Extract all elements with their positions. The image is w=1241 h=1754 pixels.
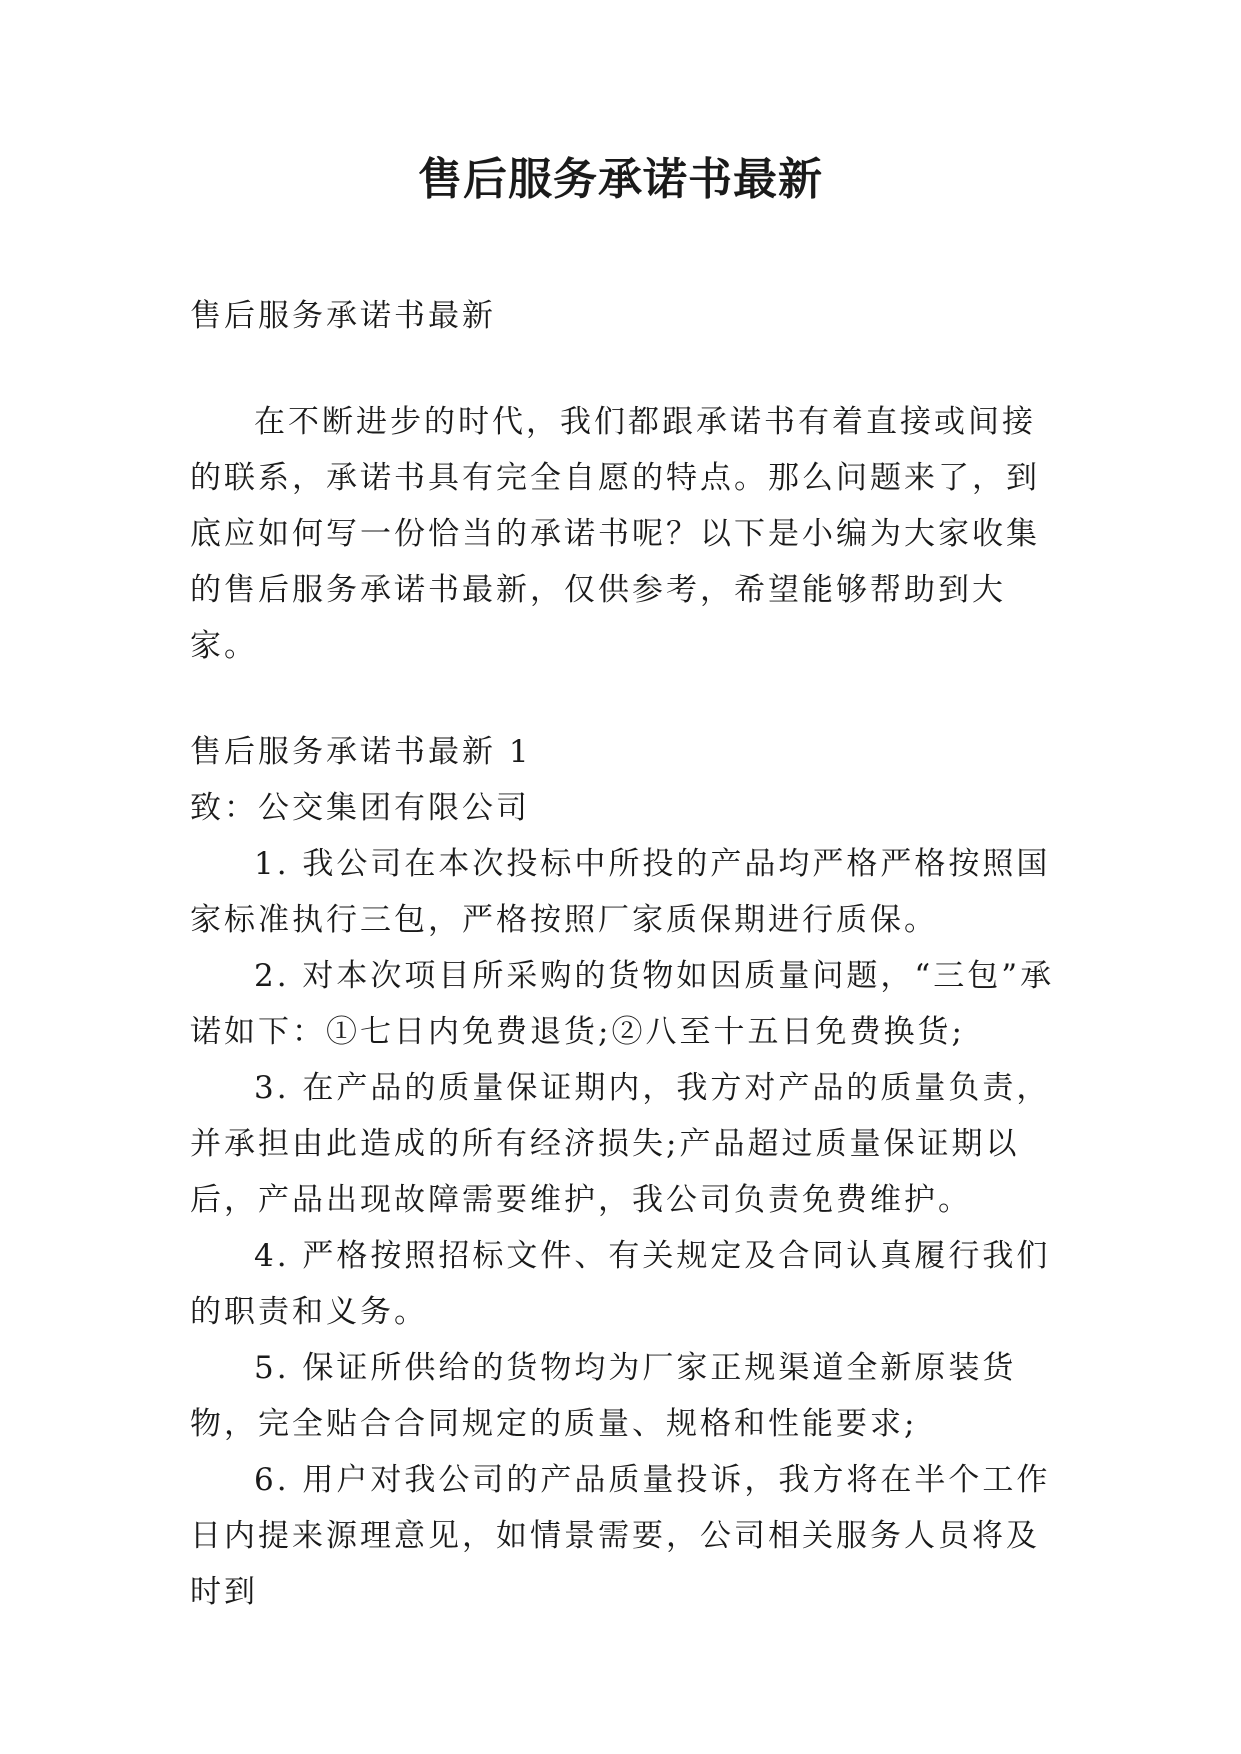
clause-3: 3. 在产品的质量保证期内，我方对产品的质量负责，并承担由此造成的所有经济损失;产品超过质量保证期以后，产品出现故障需要维护，我公司负责免费维护。 [190, 1070, 1051, 1218]
document-body [190, 288, 1060, 1620]
clause-1: 1. 我公司在本次投标中所投的产品均严格严格按照国家标准执行三包，严格按照厂家质保期进行质保。 [190, 846, 1051, 938]
subtitle-line: 售后服务承诺书最新 [190, 298, 496, 334]
document-title: 售后服务承诺书最新 [418, 154, 823, 205]
recipient-line: 致：公交集团有限公司 [190, 790, 530, 826]
intro-paragraph: 在不断进步的时代，我们都跟承诺书有着直接或间接的联系，承诺书具有完全自愿的特点。那么问题来了，到底应如何写一份恰当的承诺书呢？以下是小编为大家收集的售后服务承诺书最新，仅供参考，希望能够帮助到大家。 [190, 404, 1040, 664]
clause-2: 2. 对本次项目所采购的货物如因质量问题，“三包”承诺如下：①七日内免费退货;②八至十五日免费换货; [190, 958, 1055, 1050]
clause-5: 5. 保证所供给的货物均为厂家正规渠道全新原装货物，完全贴合合同规定的质量、规格和性能要求; [190, 1350, 1017, 1442]
clause-4: 4. 严格按照招标文件、有关规定及合同认真履行我们的职责和义务。 [190, 1238, 1051, 1330]
clause-6: 6. 用户对我公司的产品质量投诉，我方将在半个工作日内提来源理意见，如情景需要，公司相关服务人员将及时到 [190, 1462, 1051, 1610]
section-heading: 售后服务承诺书最新 1 [190, 734, 532, 770]
